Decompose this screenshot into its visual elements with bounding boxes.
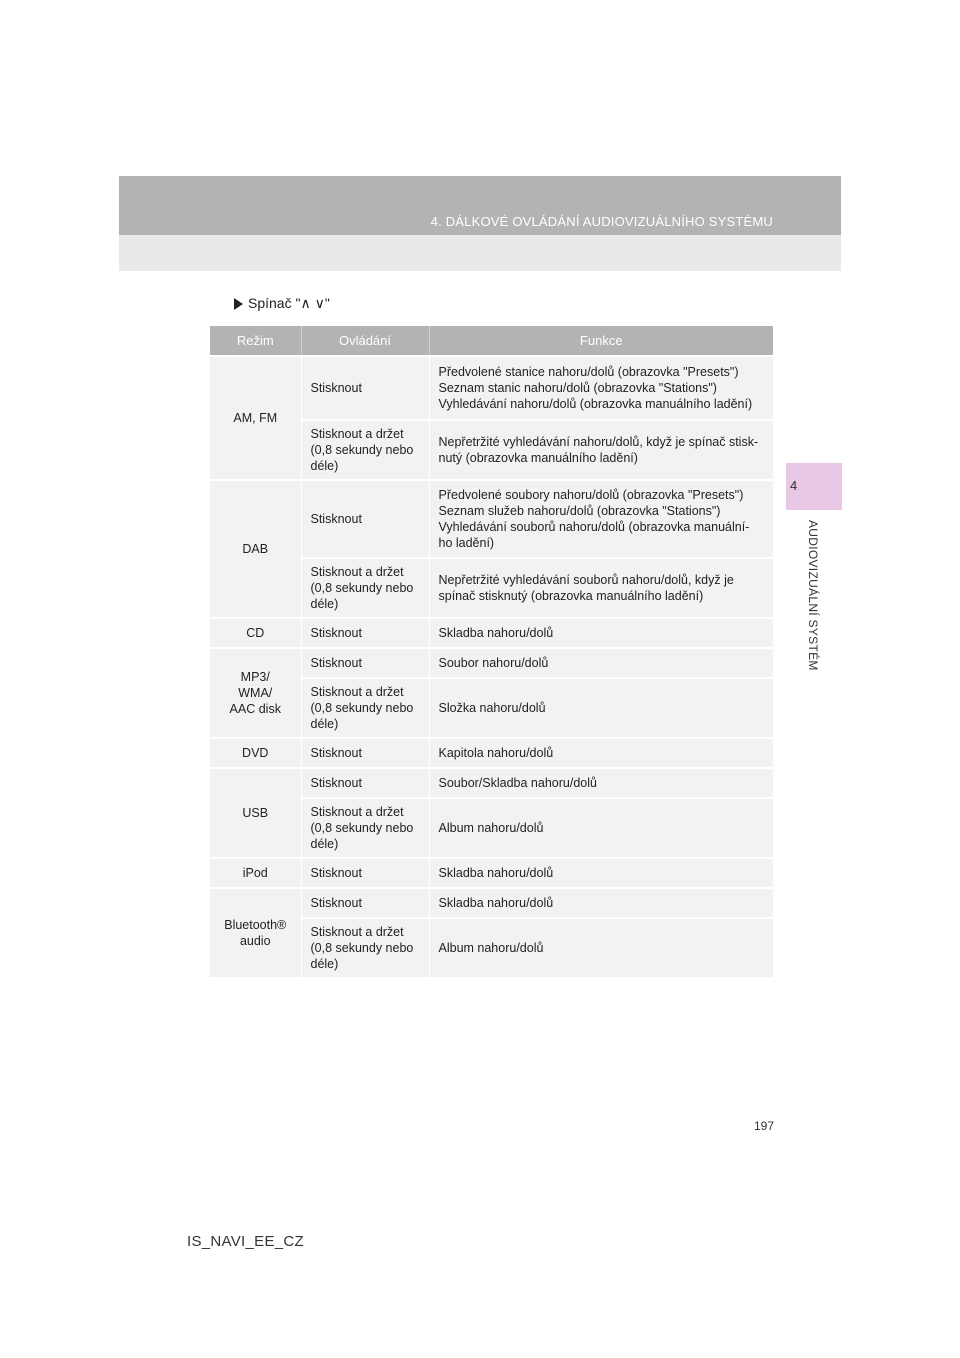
function-cell: Soubor/Skladba nahoru/dolů	[429, 768, 773, 798]
function-cell: Složka nahoru/dolů	[429, 678, 773, 738]
table-row	[210, 738, 773, 768]
function-table	[210, 326, 773, 979]
table-row	[210, 888, 773, 918]
operation-cell: Stisknout	[301, 480, 429, 558]
section-number: 4	[790, 478, 798, 493]
triangle-bullet-icon	[234, 298, 243, 310]
mode-cell: MP3/ WMA/ AAC disk	[210, 648, 301, 738]
function-cell: Předvolené stanice nahoru/dolů (obrazovka "Presets") Seznam stanic nahoru/dolů (obrazovka "Stations") Vyhledávání nahoru/dolů (obrazovka manuálního ladění)	[429, 356, 773, 420]
operation-cell: Stisknout a držet (0,8 sekundy nebo déle)	[301, 558, 429, 618]
operation-cell: Stisknout	[301, 888, 429, 918]
header-bar	[119, 176, 841, 235]
function-cell: Nepřetržité vyhledávání nahoru/dolů, když je spínač stisk- nutý (obrazovka manuálního ladění)	[429, 420, 773, 480]
table-row	[210, 858, 773, 888]
mode-cell: CD	[210, 618, 301, 648]
table-header-row	[210, 326, 773, 356]
page-number: 197	[754, 1119, 775, 1133]
operation-cell: Stisknout	[301, 618, 429, 648]
operation-cell: Stisknout a držet (0,8 sekundy nebo déle)	[301, 918, 429, 978]
operation-cell: Stisknout	[301, 356, 429, 420]
operation-cell: Stisknout	[301, 648, 429, 678]
mode-cell: DVD	[210, 738, 301, 768]
header-function: Funkce	[429, 326, 773, 356]
operation-cell: Stisknout	[301, 858, 429, 888]
section-label: AUDIOVIZUÁLNÍ SYSTÉM	[806, 520, 820, 671]
operation-cell: Stisknout	[301, 738, 429, 768]
header-band	[119, 176, 841, 271]
function-cell: Soubor nahoru/dolů	[429, 648, 773, 678]
mode-cell: Bluetooth® audio	[210, 888, 301, 978]
mode-cell: iPod	[210, 858, 301, 888]
operation-cell: Stisknout	[301, 768, 429, 798]
function-cell: Album nahoru/dolů	[429, 918, 773, 978]
table-row	[210, 618, 773, 648]
operation-cell: Stisknout a držet (0,8 sekundy nebo déle)	[301, 798, 429, 858]
table-row	[210, 480, 773, 558]
document-code: IS_NAVI_EE_CZ	[187, 1233, 305, 1250]
chapter-title: 4. DÁLKOVÉ OVLÁDÁNÍ AUDIOVIZUÁLNÍHO SYSTÉMU	[430, 214, 773, 229]
function-cell: Předvolené soubory nahoru/dolů (obrazovka "Presets") Seznam služeb nahoru/dolů (obrazovka "Stations") Vyhledávání souborů nahoru/dolů (obrazovka manuální- ho ladění)	[429, 480, 773, 558]
header-mode: Režim	[210, 326, 301, 356]
table-row	[210, 648, 773, 678]
subheading	[234, 295, 330, 312]
mode-cell: DAB	[210, 480, 301, 618]
header-operation: Ovládání	[301, 326, 429, 356]
operation-cell: Stisknout a držet (0,8 sekundy nebo déle)	[301, 678, 429, 738]
function-cell: Skladba nahoru/dolů	[429, 618, 773, 648]
function-cell: Nepřetržité vyhledávání souborů nahoru/dolů, když je spínač stisknutý (obrazovka manuálního ladění)	[429, 558, 773, 618]
operation-cell: Stisknout a držet (0,8 sekundy nebo déle)	[301, 420, 429, 480]
mode-cell: AM, FM	[210, 356, 301, 480]
mode-cell: USB	[210, 768, 301, 858]
function-cell: Skladba nahoru/dolů	[429, 858, 773, 888]
function-cell: Skladba nahoru/dolů	[429, 888, 773, 918]
subheading-text: Spínač "∧ ∨"	[248, 295, 330, 311]
function-cell: Kapitola nahoru/dolů	[429, 738, 773, 768]
table-row	[210, 768, 773, 798]
function-cell: Album nahoru/dolů	[429, 798, 773, 858]
table-row	[210, 356, 773, 420]
